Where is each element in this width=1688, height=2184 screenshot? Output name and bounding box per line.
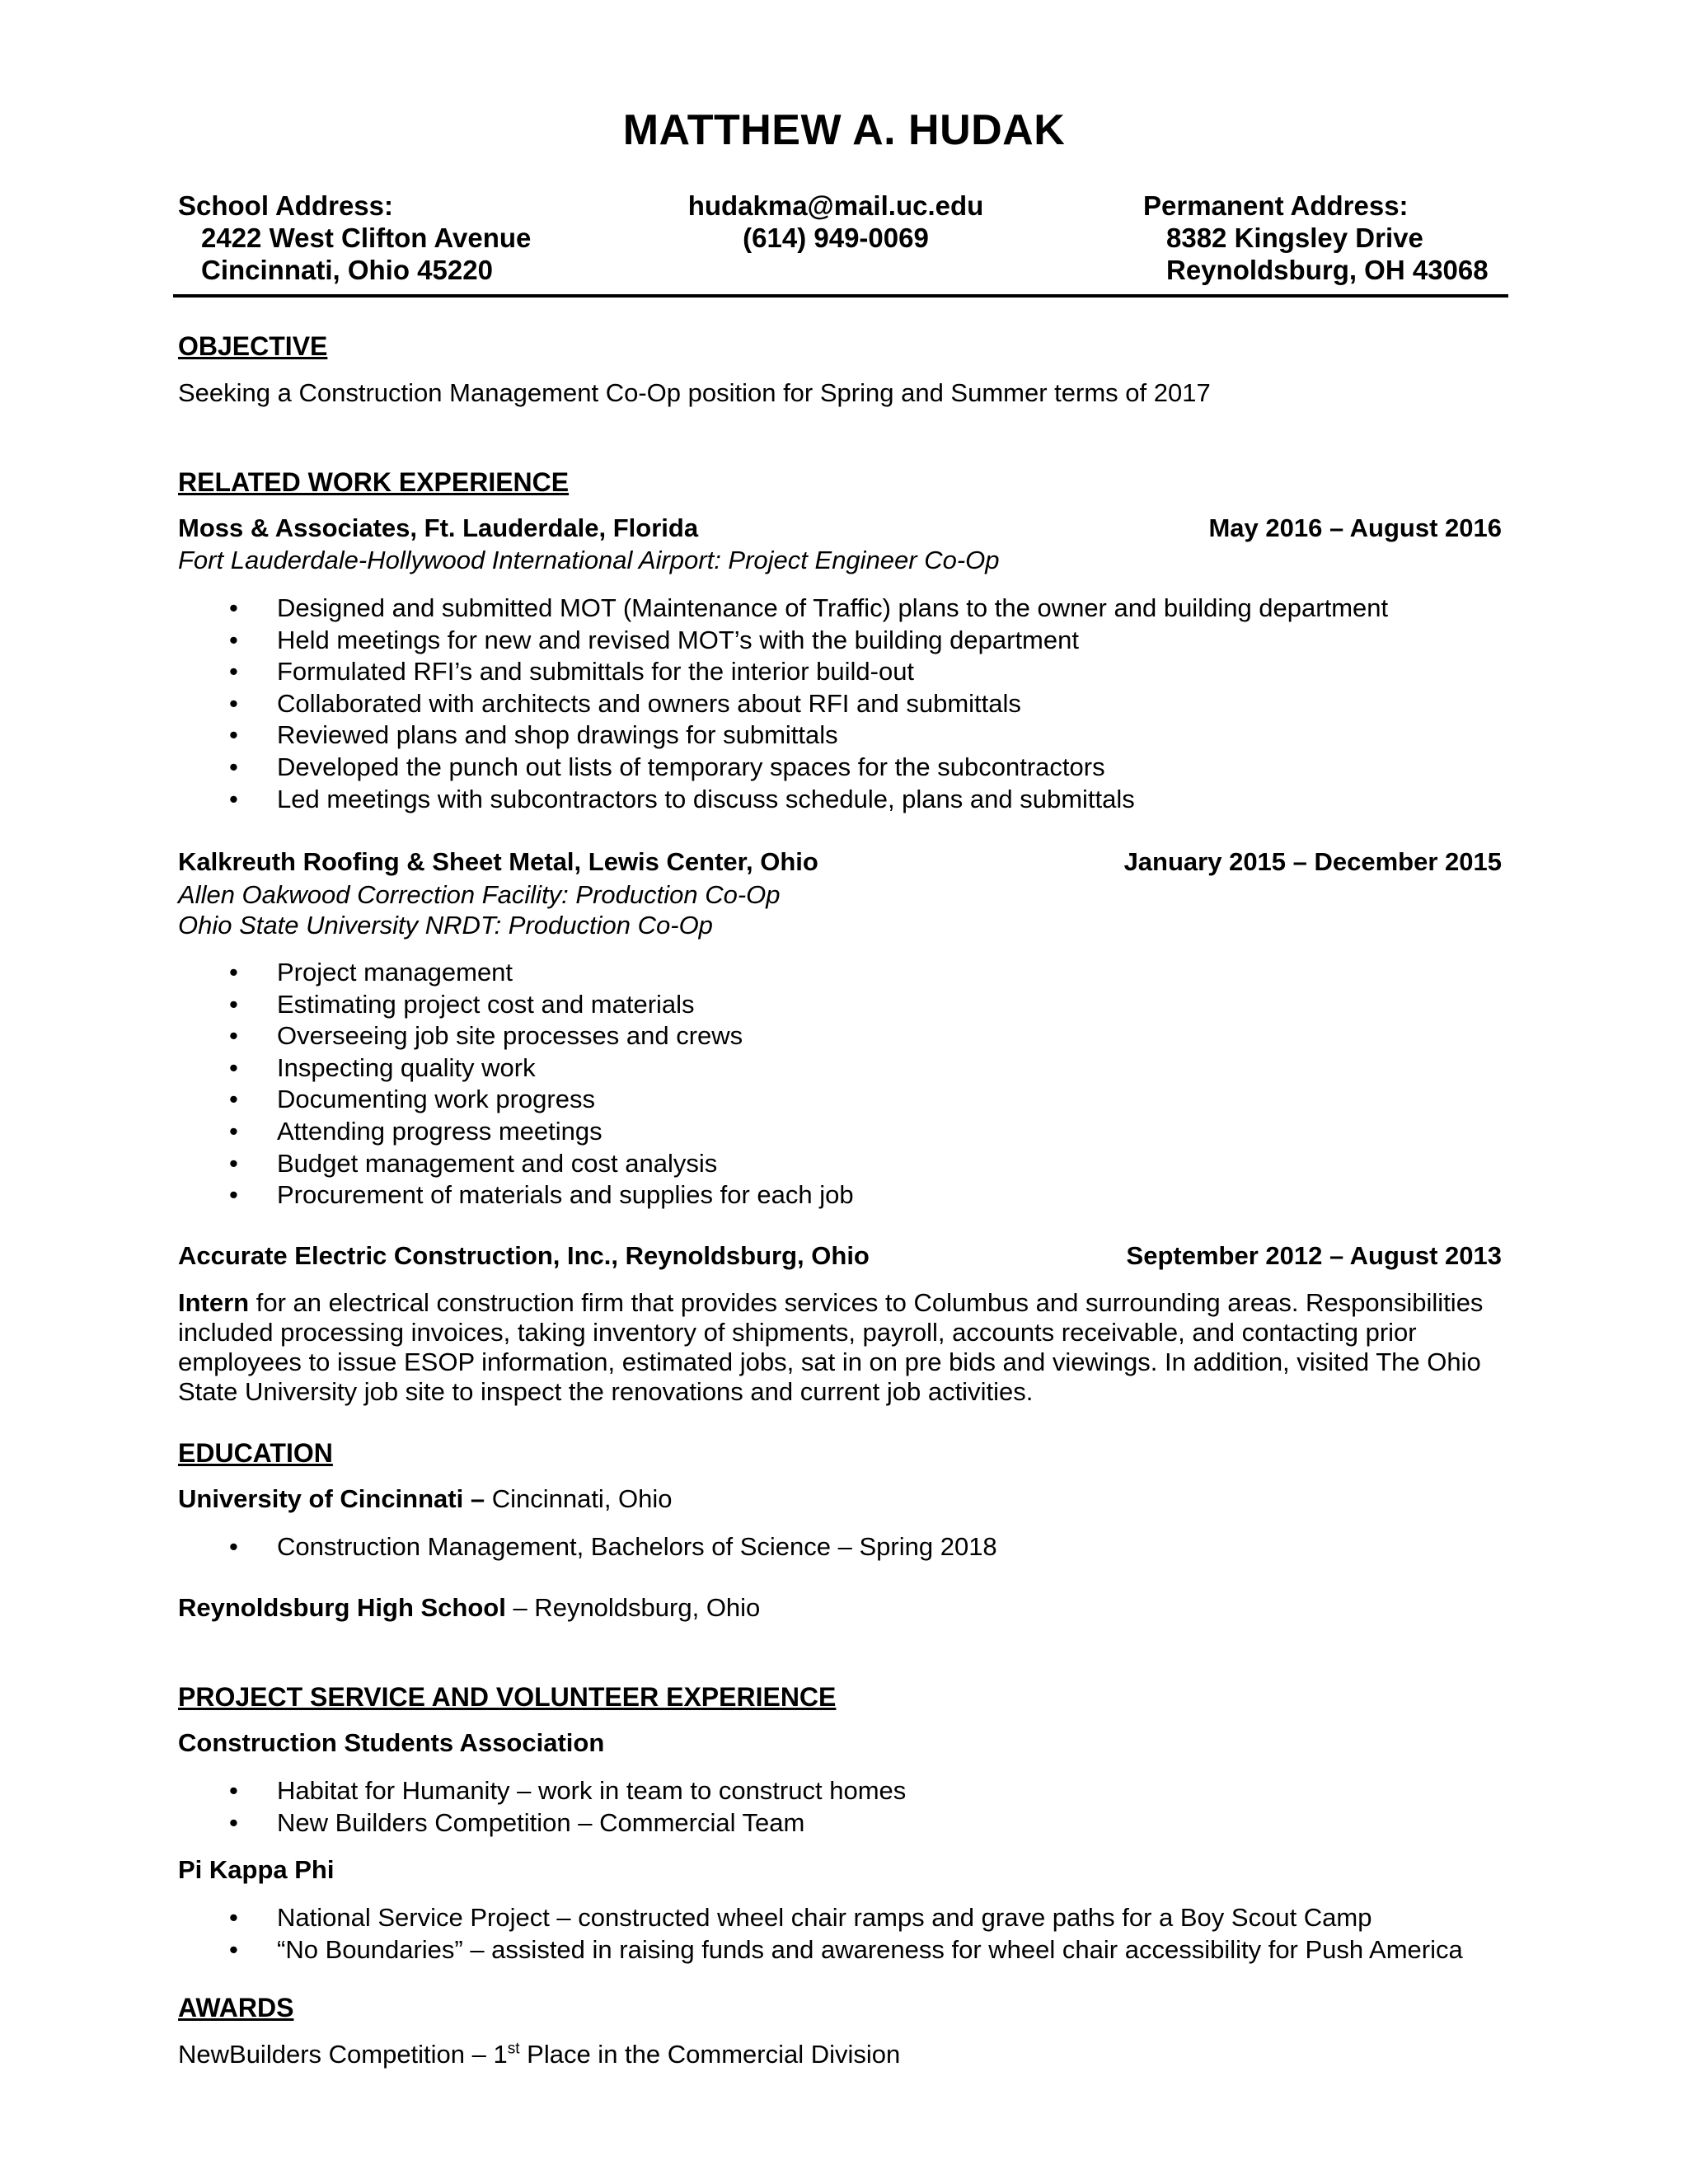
permanent-address-label: Permanent Address: — [1143, 190, 1409, 221]
school-entry — [178, 1483, 673, 1514]
list-item: • Designed and submitted MOT (Maintenance of Traffic) plans to the owner and building department — [178, 593, 1388, 625]
job-bullets — [178, 593, 1388, 815]
resume-name: MATTHEW A. HUDAK — [622, 106, 1066, 154]
phone-number: (614) 949-0069 — [743, 223, 929, 253]
education-bullets — [178, 1531, 997, 1563]
list-item: • Led meetings with subcontractors to discuss schedule, plans and submittals — [178, 784, 1388, 816]
objective-heading: OBJECTIVE — [178, 331, 328, 361]
permanent-address-block — [1143, 190, 1489, 286]
school-city: Cincinnati, Ohio 45220 — [201, 255, 493, 285]
school-address-block — [178, 190, 531, 286]
job-header — [178, 513, 1502, 543]
list-item: • Budget management and cost analysis — [178, 1148, 854, 1180]
job-header — [178, 847, 1502, 877]
list-item: • Construction Management, Bachelors of Science – Spring 2018 — [178, 1531, 997, 1563]
school-entry — [178, 1592, 760, 1623]
award-suffix: Place in the Commercial Division — [519, 2040, 901, 2069]
list-item: • Documenting work progress — [178, 1084, 854, 1116]
job-bullets — [178, 957, 854, 1212]
awards-heading: AWARDS — [178, 1993, 294, 2022]
job-role: Allen Oakwood Correction Facility: Production Co-Op — [178, 880, 781, 909]
school-name: University of Cincinnati – — [178, 1484, 485, 1513]
job-role: Fort Lauderdale-Hollywood International Airport: Project Engineer Co-Op — [178, 546, 1000, 574]
list-item: • Habitat for Humanity – work in team to construct homes — [178, 1775, 906, 1807]
list-item: • National Service Project – constructed wheel chair ramps and grave paths for a Boy Scout Camp — [178, 1902, 1463, 1934]
list-item: • Estimating project cost and materials — [178, 989, 854, 1021]
award-entry — [178, 2039, 900, 2069]
award-ordinal: st — [507, 2040, 520, 2058]
list-item: • Developed the punch out lists of temporary spaces for the subcontractors — [178, 752, 1388, 784]
job-header — [178, 1241, 1502, 1271]
job-description-text: for an electrical construction firm that provides services to Columbus and surrounding areas. Responsibilities included processing invoices, taking inventory of shipments, payroll, accounts receivable, and contacting prior employees to issue ESOP information, estimated jobs, sat in on pre bids and viewings. In addition, visited The Ohio State University job site to inspect the renovations and current job activities. — [178, 1288, 1484, 1406]
list-item: • Collaborated with architects and owners about RFI and submittals — [178, 688, 1388, 720]
education-heading: EDUCATION — [178, 1438, 333, 1468]
school-name: Reynoldsburg High School — [178, 1593, 506, 1622]
list-item: • “No Boundaries” – assisted in raising funds and awareness for wheel chair accessibility for Push America — [178, 1934, 1463, 1966]
list-item: • Reviewed plans and shop drawings for submittals — [178, 719, 1388, 752]
list-item: • Held meetings for new and revised MOT’s with the building department — [178, 625, 1388, 657]
list-item: • New Builders Competition – Commercial Team — [178, 1807, 906, 1840]
job-description — [178, 1288, 1530, 1407]
school-location: – Reynoldsburg, Ohio — [505, 1593, 761, 1622]
work-heading: RELATED WORK EXPERIENCE — [178, 467, 570, 497]
list-item: • Inspecting quality work — [178, 1052, 854, 1085]
objective-text: Seeking a Construction Management Co-Op position for Spring and Summer terms of 2017 — [178, 378, 1211, 407]
service-bullets — [178, 1775, 906, 1839]
list-item: • Overseeing job site processes and crews — [178, 1020, 854, 1052]
list-item: • Procurement of materials and supplies for each job — [178, 1179, 854, 1212]
job-dates: September 2012 – August 2013 — [1126, 1241, 1502, 1270]
job-employer: Accurate Electric Construction, Inc., Reynoldsburg, Ohio — [178, 1241, 870, 1270]
job-dates: January 2015 – December 2015 — [1123, 847, 1502, 876]
service-group-name: Pi Kappa Phi — [178, 1855, 335, 1884]
school-location: Cincinnati, Ohio — [485, 1484, 673, 1513]
school-street: 2422 West Clifton Avenue — [201, 223, 532, 253]
permanent-street: 8382 Kingsley Drive — [1166, 223, 1423, 253]
contact-block — [681, 190, 991, 254]
school-address-label: School Address: — [178, 190, 393, 221]
job-employer: Moss & Associates, Ft. Lauderdale, Florida — [178, 513, 699, 542]
service-heading: PROJECT SERVICE AND VOLUNTEER EXPERIENCE — [178, 1682, 837, 1712]
list-item: • Attending progress meetings — [178, 1116, 854, 1148]
job-employer: Kalkreuth Roofing & Sheet Metal, Lewis Center, Ohio — [178, 847, 818, 876]
email-link[interactable]: hudakma@mail.uc.edu — [687, 190, 984, 221]
service-group-name: Construction Students Association — [178, 1728, 605, 1757]
job-dates: May 2016 – August 2016 — [1208, 513, 1502, 542]
header-divider — [173, 294, 1508, 298]
list-item: • Formulated RFI’s and submittals for the interior build-out — [178, 656, 1388, 688]
permanent-city: Reynoldsburg, OH 43068 — [1166, 255, 1489, 285]
list-item: • Project management — [178, 957, 854, 989]
service-bullets — [178, 1902, 1463, 1966]
award-prefix: NewBuilders Competition – 1 — [178, 2040, 508, 2069]
job-role-lead: Intern — [178, 1288, 250, 1317]
job-role: Ohio State University NRDT: Production Co-Op — [178, 911, 713, 940]
